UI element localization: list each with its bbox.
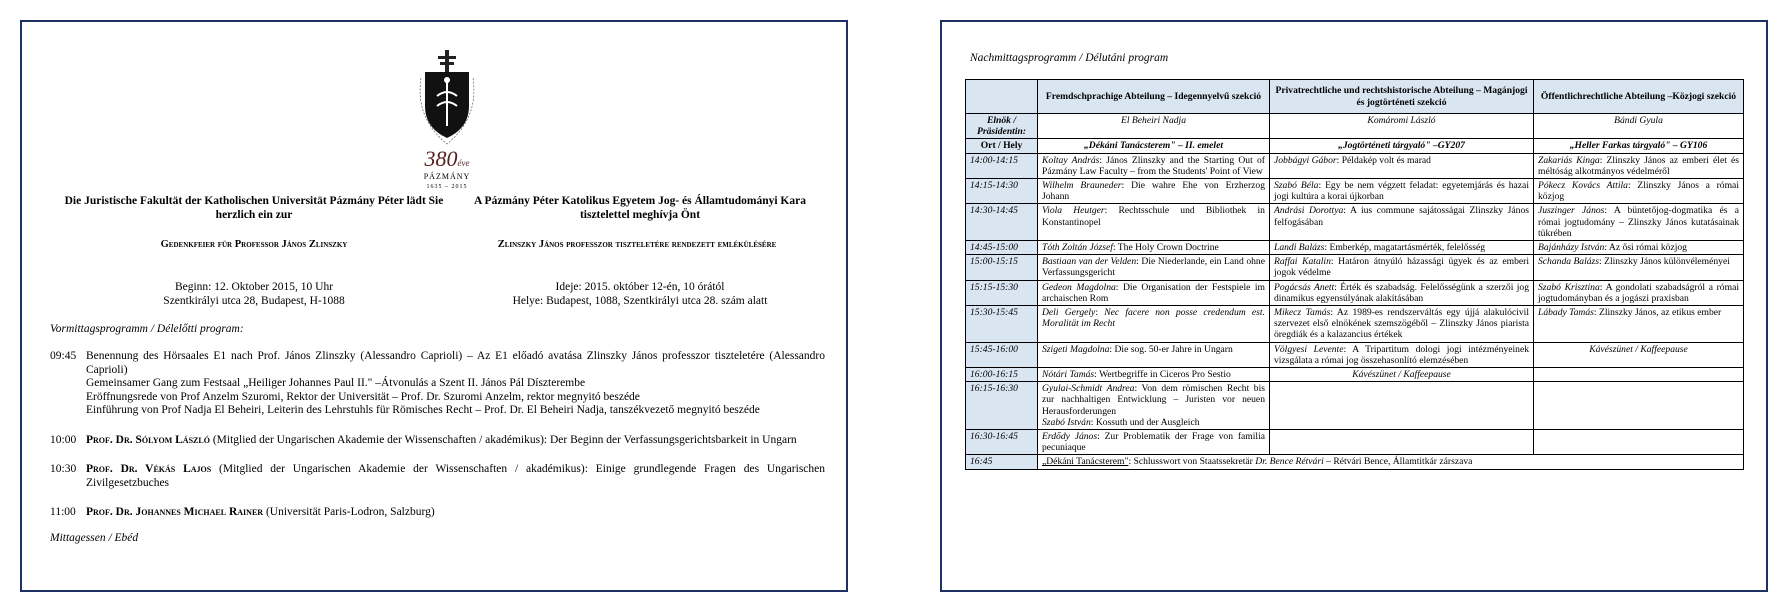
speaker-name: Deli Gergely xyxy=(1042,307,1096,319)
title-hungarian: Zlinszky János professzor tiszteletére rendezett emlékülésére xyxy=(497,239,777,250)
morning-program-label: Vormittagsprogramm / Délelőtti program: xyxy=(50,323,244,335)
lunch-label: Mittagessen / Ebéd xyxy=(50,531,139,544)
closing-remarks: „Dékáni Tanácsterem": Schlusswort von Staatssekretär Dr. Bence Rétvári – Rétvári Bence, Államtitkár zárszava xyxy=(1038,455,1744,469)
talk-title: A büntetőjog-dogmatika és a római jogtudomány – Zlinszky János kutatásainak tükrében xyxy=(1538,205,1739,239)
speaker-name: Viola Heutger xyxy=(1042,205,1105,217)
talk-cell: Nótári Tamás: Wertbegriffe in Ciceros Pro Sestio xyxy=(1038,368,1270,382)
empty-cell xyxy=(1270,382,1534,430)
talk-cell: Andrási Dorottya: A ius commune sajátosságai Zlinszky János felfogásában xyxy=(1270,204,1534,241)
program-item: 11:00 Prof. Dr. Johannes Michael Rainer (Universität Paris-Lodron, Salzburg) xyxy=(50,506,435,518)
talk-cell: Gyulai-Schmidt Andrea: Von dem römischen Recht bis zur nachhaltigen Entwicklung – Juristen vor neuen Herausforderungen Szabó István: Kossuth und der Ausgleich xyxy=(1038,382,1270,430)
talk-title: Zlinszky János különvéleményei xyxy=(1604,256,1730,268)
empty-cell xyxy=(1534,430,1744,455)
talk-cell: Lábady Tamás: Zlinszky János, az etikus ember xyxy=(1534,306,1744,343)
talk-title: Érték és szabadság. Felelősségünk a szerzői jog dinamikus egyensúlyának alakításában xyxy=(1274,281,1529,304)
talk-cell: Szigeti Magdolna: Die sog. 50-er Jahre in Ungarn xyxy=(1038,342,1270,367)
time-slot: 15:15-15:30 xyxy=(966,280,1038,305)
table-row xyxy=(966,241,1744,255)
time-slot: 15:30-15:45 xyxy=(966,306,1038,343)
talk-cell: Deli Gergely: Nec facere non posse credendum est. Moralität im Recht xyxy=(1038,306,1270,343)
speaker-name: Tóth Zoltán József xyxy=(1042,242,1113,254)
column-header: Öffentlichrechtliche Abteilung –Közjogi szekció xyxy=(1534,80,1744,114)
speaker-name: Raffai Katalin xyxy=(1274,256,1331,268)
time-slot: 14:15-14:30 xyxy=(966,179,1038,204)
empty-cell xyxy=(1534,382,1744,430)
talk-cell: Schanda Balázs: Zlinszky János különvéleményei xyxy=(1534,255,1744,280)
title-german: Gedenkfeier für Professor János Zlinszky xyxy=(160,239,348,250)
table-row xyxy=(966,153,1744,178)
speaker-name: Gyulai-Schmidt Andrea xyxy=(1042,383,1135,395)
talk-cell: Pogácsás Anett: Érték és szabadság. Felelősségünk a szerzői jog dinamikus egyensúlyának alakításában xyxy=(1270,280,1534,305)
table-row xyxy=(966,306,1744,343)
time-slot: 16:15-16:30 xyxy=(966,382,1038,430)
talk-cell: Raffai Katalin: Határon átnyúló házassági ügyek és az emberi jogok védelme xyxy=(1270,255,1534,280)
table-row xyxy=(966,382,1744,430)
talk-title: Von dem römischen Recht bis zur nachhaltigen Entwicklung – Juristen vor neuen Herausforderungen xyxy=(1042,383,1265,417)
talk-title: Az ősi római közjog xyxy=(1608,242,1687,254)
time-slot: 14:45-15:00 xyxy=(966,241,1038,255)
speaker-name: Nótári Tamás xyxy=(1042,369,1095,381)
talk-cell: Mikecz Tamás: Az 1989-es rendszerváltás egy újjá alakulócivil szervezet első elnökének szemszögéből – Zlinszky János piarista öregdiák és a kalazancius értékek xyxy=(1270,306,1534,343)
talk-cell: Szabó Béla: Egy be nem végzett feladat: egyetemjárás és hazai jogi kultúra a korai újkorban xyxy=(1270,179,1534,204)
speaker-name: Erdődy János xyxy=(1042,431,1098,443)
table-row xyxy=(966,368,1744,382)
talk-title: János Zlinszky and the Starting Out of Pázmány Law Faculty – from the Students' Point of View xyxy=(1042,154,1265,177)
speaker-name: Jobbágyi Gábor xyxy=(1274,154,1337,166)
program-item: 10:30 Prof. Dr. Vékás Lajos (Mitglied der Ungarischen Akademie der Wissenschaften / akadémikus): Einige grundlegende Fragen des Ungarischen Zivilgesetzbuches xyxy=(50,463,825,489)
empty-cell xyxy=(1534,368,1744,382)
talk-cell: Juszinger János: A büntetőjog-dogmatika és a római jogtudomány – Zlinszky János kutatásainak tükrében xyxy=(1534,204,1744,241)
speaker-name: Mikecz Tamás xyxy=(1274,307,1331,319)
date-hungarian: Ideje: 2015. október 12-én, 10 órától Helye: Budapest, 1088, Szentkirályi utca 28. szám alatt xyxy=(512,281,768,307)
speaker-name: Szigeti Magdolna xyxy=(1042,343,1110,355)
heading-german: Die Juristische Fakultät der Katholischen Universität Pázmány Péter lädt Sie herzlich ein zur xyxy=(64,195,444,221)
table-row xyxy=(966,342,1744,367)
time-slot: 14:30-14:45 xyxy=(966,204,1038,241)
speaker-name: Juszinger János xyxy=(1538,205,1605,217)
program-item: 10:00 Prof. Dr. Sólyom László (Mitglied der Ungarischen Akademie der Wissenschaften / akadémikus): Der Beginn der Verfassungsgerichtsbarkeit in Ungarn xyxy=(50,433,797,446)
talk-title: Emberkép, magatartásmérték, felelősség xyxy=(1329,242,1486,254)
talk-cell: Viola Heutger: Rechtsschule und Bibliothek in Konstantinopel xyxy=(1038,204,1270,241)
talk-title: Die sog. 50-er Jahre in Ungarn xyxy=(1114,343,1233,355)
table-row xyxy=(966,179,1744,204)
talk-title: Zur Problematik der Frage von familia pecuniaque xyxy=(1042,431,1265,454)
column-header: Privatrechtliche und rechtshistorische Abteilung – Magánjogi és jogtörténeti szekció xyxy=(1270,80,1534,114)
speaker-name: Koltay András xyxy=(1042,154,1100,166)
speaker-name: Schanda Balázs xyxy=(1538,256,1600,268)
talk-cell: Bajánházy István: Az ősi római közjog xyxy=(1534,241,1744,255)
speaker-name: Pogácsás Anett xyxy=(1274,281,1335,293)
table-row xyxy=(966,430,1744,455)
talk-cell: Wilhelm Brauneder: Die wahre Ehe von Erzherzog Johann xyxy=(1038,179,1270,204)
schedule-body xyxy=(966,153,1744,469)
talk-cell: Pókecz Kovács Attila: Zlinszky János a római közjog xyxy=(1534,179,1744,204)
heading-hungarian: A Pázmány Péter Katolikus Egyetem Jog- és Államtudományi Kara tisztelettel meghívja Önt xyxy=(474,195,806,221)
afternoon-title: Nachmittagsprogramm / Délutáni program xyxy=(970,52,1169,64)
talk-cell: Bastiaan van der Velden: Die Niederlande, ein Land ohne Verfassungsgericht xyxy=(1038,255,1270,280)
date-german: Beginn: 12. Oktober 2015, 10 Uhr Szentkirályi utca 28, Budapest, H-1088 xyxy=(163,281,345,307)
speaker-name: Bajánházy István xyxy=(1538,242,1605,254)
speaker-name: Szabó István xyxy=(1042,416,1091,428)
talk-title: Zlinszky János, az etikus ember xyxy=(1598,307,1722,319)
table-row xyxy=(966,204,1744,241)
time-slot: 16:00-16:15 xyxy=(966,368,1038,382)
time-slot: 15:45-16:00 xyxy=(966,342,1038,367)
schedule-table xyxy=(965,79,1744,470)
speaker-name: Landi Balázs xyxy=(1274,242,1325,254)
talk-title: Az 1989-es rendszerváltás egy újjá alakulócivil szervezet első elnökének szemszögéből – Zlinszky János piarista öregdiák és a kalazancius értékek xyxy=(1274,307,1529,341)
chair-row: Elnök / Präsidentin: El Beheiri Nadja Komáromi László Bándi Gyula xyxy=(966,114,1744,139)
time-slot: 15:00-15:15 xyxy=(966,255,1038,280)
talk-title: The Holy Crown Doctrine xyxy=(1117,242,1219,254)
column-header: Fremdschprachige Abteilung – Idegennyelvű szekció xyxy=(1038,80,1270,114)
talk-title: Zlinszky János a római közjog xyxy=(1538,180,1739,203)
talk-title: A Tripartitum dologi jogi intézményeinek vizsgálata a római jog összehasonlító elemzésében xyxy=(1274,343,1529,366)
talk-title: Die Niederlande, ein Land ohne Verfassungsgericht xyxy=(1042,256,1265,279)
time-slot: 16:30-16:45 xyxy=(966,430,1038,455)
speaker-name: Szabó Krisztina xyxy=(1538,281,1600,293)
talk-title: Nec facere non posse credendum est. Moralität im Recht xyxy=(1042,307,1265,330)
talk-title: A ius commune sajátosságai Zlinszky János felfogásában xyxy=(1274,205,1529,228)
place-row: Ort / Hely „Dékáni Tanácsterem" – II. emelet „Jogtörténeti tárgyaló" –GY207 „Heller Farkas tárgyaló" – GY106 xyxy=(966,139,1744,153)
coffee-break: Kávészünet / Kaffeepause xyxy=(1270,368,1534,382)
morning-program xyxy=(50,350,825,545)
table-row xyxy=(966,255,1744,280)
speaker-name: Völgyesi Levente xyxy=(1274,343,1344,355)
table-header-row xyxy=(966,80,1744,114)
talk-cell: Koltay András: János Zlinszky and the Starting Out of Pázmány Law Faculty – from the Students' Point of View xyxy=(1038,153,1270,178)
speaker-name: Pókecz Kovács Attila xyxy=(1538,180,1628,192)
speaker-name: Lábady Tamás xyxy=(1538,307,1594,319)
invitation-page xyxy=(20,20,848,592)
talk-title: Zlinszky János az emberi élet és méltóság alkotmányos védelméről xyxy=(1538,154,1739,177)
talk-cell: Landi Balázs: Emberkép, magatartásmérték, felelősség xyxy=(1270,241,1534,255)
university-logo xyxy=(407,48,487,188)
talk-cell: Erdődy János: Zur Problematik der Frage von familia pecuniaque xyxy=(1038,430,1270,455)
university-wordmark: PÁZMÁNY 1635 – 2015 xyxy=(423,172,471,190)
speaker-name: Szabó Béla xyxy=(1274,180,1319,192)
time-slot: 14:00-14:15 xyxy=(966,153,1038,178)
talk-cell: Zakariás Kinga: Zlinszky János az emberi élet és méltóság alkotmányos védelméről xyxy=(1534,153,1744,178)
talk-title: Die Organisation der Festspiele im archaischen Rom xyxy=(1042,281,1265,304)
program-item: 09:45 Benennung des Hörsaales E1 nach Prof. János Zlinszky (Alessandro Caprioli) – Az E1 előadó avatása Zlinszky János professzor tiszteletére (Alessandro Caprioli) Gemeinsamer Gang zum Festsaal „Heiliger Johannes Paul II." –Átvonulás a Szent II. János Pál Díszterembe Eröffnungsrede von Prof Anzelm Szuromi, Rektor der Universität – Prof. Dr. Szuromi Anzelm, rektor megnyitó beszéde Einführung von Prof Nadja El Beheiri, Leiterin des Lehrstuhls für Römisches Recht – Prof. Dr. El Beheiri Nadja, tanszékvezető megnyitó beszéde xyxy=(50,350,825,416)
talk-cell: Szabó Krisztina: A gondolati szabadságról a római jogtudományban és a jogászi praxisban xyxy=(1534,280,1744,305)
talk-title: Wertbegriffe in Ciceros Pro Sestio xyxy=(1099,369,1231,381)
speaker-name: Zakariás Kinga xyxy=(1538,154,1600,166)
anniversary-mark: 380éve xyxy=(424,146,470,171)
time-slot: 16:45 xyxy=(966,455,1038,469)
talk-cell: Gedeon Magdolna: Die Organisation der Festspiele im archaischen Rom xyxy=(1038,280,1270,305)
talk-cell: Völgyesi Levente: A Tripartitum dologi jogi intézményeinek vizsgálata a római jog összehasonlító elemzésében xyxy=(1270,342,1534,367)
table-row xyxy=(966,280,1744,305)
cross-shield-icon xyxy=(407,48,487,148)
talk-title: Die wahre Ehe von Erzherzog Johann xyxy=(1042,180,1265,203)
speaker-name: Bastiaan van der Velden xyxy=(1042,256,1137,268)
coffee-break: Kávészünet / Kaffeepause xyxy=(1534,342,1744,367)
talk-cell: Tóth Zoltán József: The Holy Crown Doctrine xyxy=(1038,241,1270,255)
talk-cell: Jobbágyi Gábor: Példakép volt és marad xyxy=(1270,153,1534,178)
afternoon-program-page xyxy=(940,20,1768,592)
speaker-name: Andrási Dorottya xyxy=(1274,205,1344,217)
empty-cell xyxy=(1270,430,1534,455)
talk-title: Példakép volt és marad xyxy=(1341,154,1431,166)
talk-title: Határon átnyúló házassági ügyek és az emberi jogok védelme xyxy=(1274,256,1529,279)
talk-title: Kossuth und der Ausgleich xyxy=(1095,416,1200,428)
closing-row xyxy=(966,455,1744,469)
speaker-name: Wilhelm Brauneder xyxy=(1042,180,1122,192)
talk-title: A gondolati szabadságról a római jogtudományban és a jogászi praxisban xyxy=(1538,281,1739,304)
speaker-name: Gedeon Magdolna xyxy=(1042,281,1116,293)
talk-title: Rechtsschule und Bibliothek in Konstantinopel xyxy=(1042,205,1265,228)
talk-title: Egy be nem végzett feladat: egyetemjárás és hazai jogi kultúra a korai újkorban xyxy=(1274,180,1529,203)
